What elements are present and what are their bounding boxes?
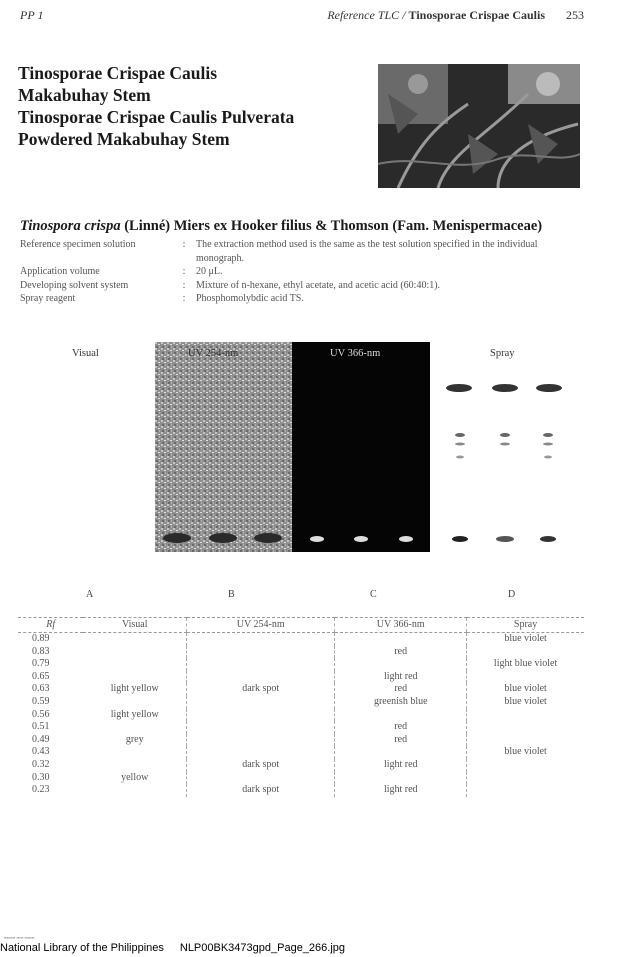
footer-file: NLP00BK3473gpd_Page_266.jpg <box>179 942 346 954</box>
spot-description: blue violet <box>467 746 584 759</box>
spot-description <box>467 772 584 785</box>
spot-description <box>187 671 335 684</box>
info-value: 20 μL. <box>196 266 223 277</box>
spot-description <box>467 709 584 722</box>
uv254-spot <box>163 533 191 543</box>
spot-description <box>467 759 584 772</box>
spot-description <box>187 746 335 759</box>
spot-description <box>467 734 584 747</box>
plate-label-spray: Spray <box>490 348 515 359</box>
method-info <box>20 238 566 306</box>
spot-description: greenish blue <box>335 696 467 709</box>
title-line: Tinosporae Crispae Caulis <box>18 63 218 83</box>
spray-spot <box>452 536 468 542</box>
rf-value: 0.59 <box>32 695 50 707</box>
page-number: 253 <box>566 8 584 22</box>
spot-description: blue violet <box>467 633 584 646</box>
spot-description: dark spot <box>187 759 335 772</box>
spot-description <box>335 709 467 722</box>
rf-value: 0.51 <box>32 721 50 733</box>
spot-description <box>83 746 186 759</box>
rf-table <box>18 617 584 797</box>
species-authority: (Linné) Miers ex Hooker filius & Thomson (Fam. Menispermaceae) <box>120 218 543 234</box>
info-row: Application volume : 20 μL. <box>20 265 566 279</box>
table-row <box>18 683 584 696</box>
info-value: Phosphomolybdic acid TS. <box>196 293 304 304</box>
spot-description: dark spot <box>187 784 335 797</box>
spot-description <box>83 696 186 709</box>
column-header: UV 254-nm <box>187 618 335 633</box>
spot-description <box>187 646 335 659</box>
title-line: Powdered Makabuhay Stem <box>18 129 230 149</box>
header-title: Tinosporae Crispae Caulis <box>408 8 545 22</box>
spot-description: light yellow <box>110 683 159 695</box>
spray-spot <box>543 443 553 446</box>
rf-value: 0.32 <box>32 758 50 770</box>
spot-description <box>467 646 584 659</box>
column-header: Visual <box>83 618 186 633</box>
spot-description <box>467 721 584 734</box>
spot-description <box>83 671 186 684</box>
spray-spot <box>446 384 472 392</box>
rf-value: 0.63 <box>32 683 50 695</box>
plate-label-uv254: UV 254-nm <box>188 348 239 359</box>
spot-description: light yellow <box>110 708 159 720</box>
table-header-row <box>18 618 584 633</box>
info-value: Mixture of n-hexane, ethyl acetate, and acetic acid (60:40:1). <box>196 279 441 291</box>
spot-description <box>187 721 335 734</box>
uv254-spot <box>254 533 282 543</box>
column-header: Rf <box>18 618 83 633</box>
info-value: The extraction method used is the same as the test solution specified in the individual monograph. <box>196 239 538 264</box>
spot-description: red <box>335 646 467 659</box>
table-row <box>18 734 584 747</box>
table-row <box>18 759 584 772</box>
info-row: Spray reagent : Phosphomolybdic acid TS. <box>20 292 566 306</box>
footer-library: National Library of the Philippines <box>0 942 164 954</box>
spot-description <box>83 646 186 659</box>
rf-value: 0.23 <box>32 784 50 796</box>
spot-description <box>467 671 584 684</box>
info-row: Developing solvent system : Mixture of n-hexane, ethyl acetate, and acetic acid (60:40:1). <box>20 279 566 293</box>
rf-value: 0.43 <box>32 746 50 758</box>
uv254-panel <box>155 342 292 552</box>
spray-panel <box>430 342 573 552</box>
uv366-spot <box>310 536 324 542</box>
table-row <box>18 658 584 671</box>
spot-description <box>83 658 186 671</box>
spot-description: red <box>335 683 467 696</box>
info-key: Application volume <box>20 266 100 277</box>
spray-spot <box>492 384 518 392</box>
spray-spot <box>455 433 465 437</box>
spot-description <box>335 633 467 646</box>
spray-spot <box>455 443 465 446</box>
spray-spot <box>456 456 464 459</box>
spot-description: blue violet <box>467 696 584 709</box>
plate-label-visual: Visual <box>72 348 99 359</box>
table-row <box>18 671 584 684</box>
spot-description <box>187 772 335 785</box>
spot-description: blue violet <box>467 683 584 696</box>
table-row <box>18 646 584 659</box>
spot-description: red <box>335 721 467 734</box>
tlc-plate-image <box>155 342 573 552</box>
scan-footer <box>0 942 361 954</box>
rf-value: 0.49 <box>32 733 50 745</box>
lane-label: C <box>370 589 377 600</box>
info-key: Spray reagent <box>20 293 76 304</box>
table-row <box>18 721 584 734</box>
rf-value: 0.65 <box>32 670 50 682</box>
spot-description: light red <box>335 784 467 797</box>
spot-description <box>335 658 467 671</box>
monograph-titles <box>18 62 294 150</box>
uv366-panel <box>292 342 430 552</box>
info-key: Developing solvent system <box>20 279 129 291</box>
uv254-spot <box>209 533 237 543</box>
uv366-spot <box>354 536 368 542</box>
title-line: Tinosporae Crispae Caulis Pulverata <box>18 107 295 127</box>
spot-description: light red <box>335 759 467 772</box>
spot-description <box>83 784 186 797</box>
table-row <box>18 784 584 797</box>
spot-description <box>187 709 335 722</box>
spray-spot <box>544 456 552 459</box>
spot-description <box>467 784 584 797</box>
species-name <box>20 218 542 235</box>
title-line: Makabuhay Stem <box>18 85 151 105</box>
rf-value: 0.79 <box>32 658 50 670</box>
spray-spot <box>543 433 553 437</box>
table-row <box>18 772 584 785</box>
spot-description: light blue violet <box>467 658 584 671</box>
spot-description <box>187 658 335 671</box>
plant-photo <box>378 64 580 188</box>
rf-value: 0.30 <box>32 771 50 783</box>
rf-value: 0.83 <box>32 645 50 657</box>
spray-spot <box>500 443 510 446</box>
spot-description <box>187 633 335 646</box>
spot-description <box>83 721 186 734</box>
spray-spot <box>500 433 510 437</box>
table-row <box>18 633 584 646</box>
info-row: Reference specimen solution : The extraction method used is the same as the test solution specified in the individual monograph. <box>20 238 566 265</box>
info-key: Reference specimen solution <box>20 239 136 250</box>
lane-label: A <box>86 589 94 600</box>
spray-spot <box>496 536 514 542</box>
lane-label: B <box>228 589 235 600</box>
table-row <box>18 709 584 722</box>
spray-spot <box>540 536 556 542</box>
spot-description <box>335 746 467 759</box>
spot-description: red <box>335 734 467 747</box>
rf-value: 0.89 <box>32 633 50 644</box>
spot-description: yellow <box>121 771 149 783</box>
plate-label-uv366: UV 366-nm <box>330 348 381 359</box>
running-header-left: PP 1 <box>20 8 44 22</box>
spot-description: grey <box>125 733 144 745</box>
spray-spot <box>536 384 562 392</box>
running-header-right <box>327 8 584 23</box>
spot-description <box>187 696 335 709</box>
spot-description <box>83 633 186 646</box>
lane-label: D <box>508 589 516 600</box>
spot-description <box>83 759 186 772</box>
table-row <box>18 746 584 759</box>
column-header: UV 366-nm <box>335 618 467 633</box>
spot-description <box>335 772 467 785</box>
species-binomial: Tinospora crispa <box>20 218 121 234</box>
spot-description: dark spot <box>187 683 335 696</box>
spot-description: light red <box>335 671 467 684</box>
uv366-spot <box>399 536 413 542</box>
spot-description <box>187 734 335 747</box>
table-row <box>18 696 584 709</box>
rf-value: 0.56 <box>32 708 50 720</box>
column-header: Spray <box>467 618 584 633</box>
header-section: Reference TLC / <box>327 8 406 22</box>
scan-smallprint: ▪▪▪▪▪▪▪▪ ▪▪▪▪▪ ▪▪▪▪▪▪▪ <box>4 935 35 940</box>
